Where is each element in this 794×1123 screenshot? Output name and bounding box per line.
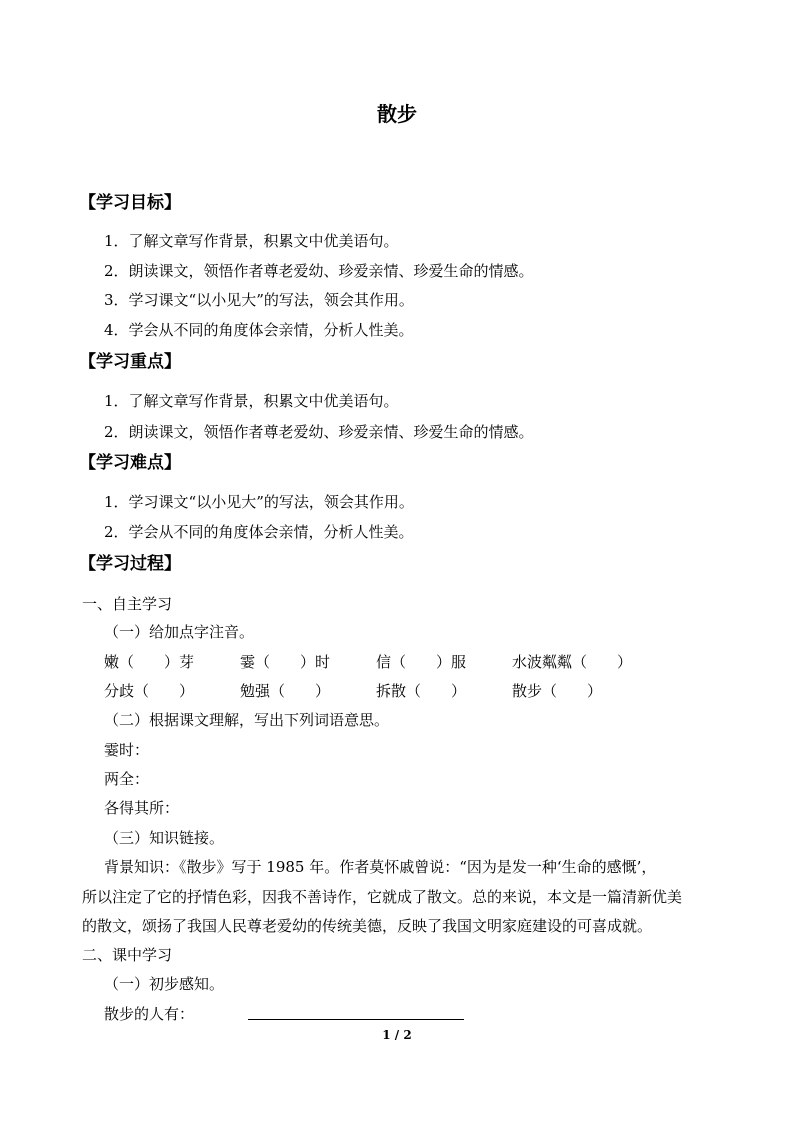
pinyin-item: 分歧（ ） bbox=[104, 682, 195, 700]
difficulty-item: 1．学习课文“以小见大”的写法，领会其作用。 bbox=[104, 493, 414, 511]
vocab-item: 两全： bbox=[104, 770, 150, 788]
difficulty-item: 2．学会从不同的角度体会亲情，分析人性美。 bbox=[104, 523, 414, 541]
vocab-item: 各得其所： bbox=[104, 799, 180, 817]
subsection-label: （三）知识链接。 bbox=[104, 829, 225, 847]
answer-blank-line bbox=[248, 1019, 464, 1020]
pinyin-item: 勉强（ ） bbox=[240, 682, 331, 700]
keypoint-item: 2．朗读课文，领悟作者尊老爱幼、珍爱亲情、珍爱生命的情感。 bbox=[104, 423, 534, 441]
background-text: 背景知识：《散步》写于 1985 年。作者莫怀戚曾说：“因为是发一种‘生命的感慨’， bbox=[104, 858, 657, 876]
goal-item: 3．学习课文“以小见大”的写法，领会其作用。 bbox=[104, 291, 414, 309]
subsection-label: （一）给加点字注音。 bbox=[104, 623, 255, 641]
part-label-in-class: 二、课中学习 bbox=[82, 946, 173, 964]
pinyin-item: 信（ ）服 bbox=[376, 653, 467, 671]
goal-item: 1．了解文章写作背景，积累文中优美语句。 bbox=[104, 232, 399, 250]
page-title: 散步 bbox=[377, 102, 417, 126]
goal-item: 4．学会从不同的角度体会亲情，分析人性美。 bbox=[104, 321, 414, 339]
pinyin-item: 霎（ ）时 bbox=[240, 653, 331, 671]
question-label: 散步的人有： bbox=[104, 1005, 195, 1023]
keypoint-item: 1．了解文章写作背景，积累文中优美语句。 bbox=[104, 392, 399, 410]
section-heading-process: 【学习过程】 bbox=[79, 554, 181, 574]
goal-item: 2．朗读课文，领悟作者尊老爱幼、珍爱亲情、珍爱生命的情感。 bbox=[104, 262, 534, 280]
pinyin-item: 嫩（ ）芽 bbox=[104, 653, 195, 671]
part-label-self-study: 一、自主学习 bbox=[82, 595, 173, 613]
section-heading-difficulties: 【学习难点】 bbox=[79, 453, 181, 473]
pinyin-item: 拆散（ ） bbox=[376, 682, 467, 700]
subsection-label: （一）初步感知。 bbox=[104, 975, 225, 993]
background-text: 所以注定了它的抒情色彩，因我不善诗作，它就成了散文。总的来说，本文是一篇清新优美 bbox=[82, 888, 683, 906]
section-heading-keypoints: 【学习重点】 bbox=[79, 352, 181, 372]
section-heading-goals: 【学习目标】 bbox=[79, 193, 181, 213]
pinyin-item: 散步（ ） bbox=[512, 682, 603, 700]
subsection-label: （二）根据课文理解，写出下列词语意思。 bbox=[104, 711, 390, 729]
vocab-item: 霎时： bbox=[104, 741, 150, 759]
pinyin-item: 水波粼粼（ ） bbox=[512, 653, 633, 671]
background-text: 的散文，颂扬了我国人民尊老爱幼的传统美德，反映了我国文明家庭建设的可喜成就。 bbox=[82, 917, 653, 935]
page-number: 1 / 2 bbox=[382, 1028, 412, 1042]
